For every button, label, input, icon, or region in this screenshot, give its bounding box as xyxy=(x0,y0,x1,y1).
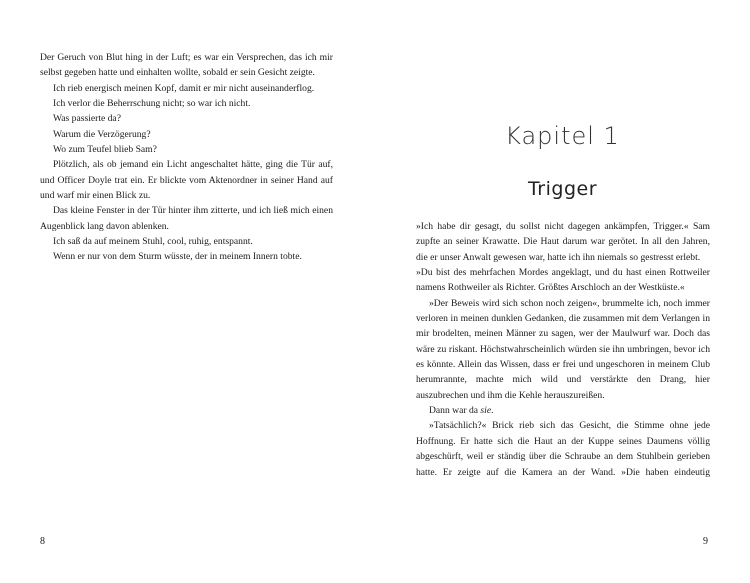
paragraph: Ich rieb energisch meinen Kopf, damit er mir nicht auseinanderflog. xyxy=(53,82,315,94)
paragraph: »Tatsächlich?« Brick rieb sich das Gesicht, die Stimme ohne jede Hoffnung. Er hatte sich die Haut an der Kuppe seines Daumens völlig abgeschürft, weil er ständig über die Schraube an dem Stuhlbein gerieben hatte. Er zeigte auf die Kamera an der Wand. »Die haben eindeutig xyxy=(416,420,710,478)
chapter-label: Kapitel 1 xyxy=(505,122,620,150)
page-number: 8 xyxy=(40,536,45,547)
paragraph: Was passierte da? xyxy=(53,113,121,125)
chapter-title: Trigger xyxy=(527,178,598,200)
paragraph: Wo zum Teufel blieb Sam? xyxy=(53,144,157,156)
text-span: Dann war da xyxy=(429,405,481,417)
right-page xyxy=(375,0,750,583)
paragraph: Warum die Verzögerung? xyxy=(53,128,151,140)
paragraph: »Ich habe dir gesagt, du sollst nicht dagegen ankämpfen, Trigger.« Sam zupfte an seiner Krawatte. Die Haut darum war gerötet. In all den Jahren, die er unser Anwalt gewesen war, hatte ich ihn niemals so gestresst erlebt. xyxy=(416,221,710,263)
paragraph: Ich verlor die Beherrschung nicht; so war ich nicht. xyxy=(53,98,251,110)
left-page-text xyxy=(40,50,333,265)
paragraph: Das kleine Fenster in der Tür hinter ihm zitterte, und ich ließ mich einen Augenblick lang davon ablenken. xyxy=(40,205,333,232)
paragraph: Wenn er nur von dem Sturm wüsste, der in meinem Innern tobte. xyxy=(53,251,302,263)
text-span: . xyxy=(491,405,494,417)
paragraph: Der Geruch von Blut hing in der Luft; es war ein Versprechen, das ich mir selbst gegeben hatte und einhalten wollte, sobald er sein Gesicht zeigte. xyxy=(40,52,333,79)
paragraph xyxy=(416,403,710,418)
page-number: 9 xyxy=(703,536,708,547)
right-page-text xyxy=(416,219,710,480)
paragraph: »Du bist des mehrfachen Mordes angeklagt, und du hast einen Rottweiler namens Rothweiler als Richter. Größtes Arschloch an der Westküste.« xyxy=(416,267,710,294)
emphasis: sie xyxy=(480,405,492,417)
paragraph: Ich saß da auf meinem Stuhl, cool, ruhig, entspannt. xyxy=(53,236,253,248)
paragraph: »Der Beweis wird sich schon noch zeigen«, brummelte ich, noch immer verloren in meinen dunklen Gedanken, die zusammen mit dem Verlangen in mir brodelten, meinen Männer zu sagen, wer der Maulwurf war. Doch das wäre zu riskant. Höchstwahrscheinlich würden sie ihn umbringen, bevor ich es könnte. Allein das Wissen, dass er frei und ungeschoren in meinem Club herumrannte, machte mich wild und verstärkte den Drang, hier auszubrechen und ihm die Kehle herauszureißen. xyxy=(416,297,710,401)
paragraph: Plötzlich, als ob jemand ein Licht angeschaltet hätte, ging die Tür auf, und Officer Doyle trat ein. Er blickte vom Aktenordner in seiner Hand auf und warf mir einen Blick zu. xyxy=(40,159,333,202)
